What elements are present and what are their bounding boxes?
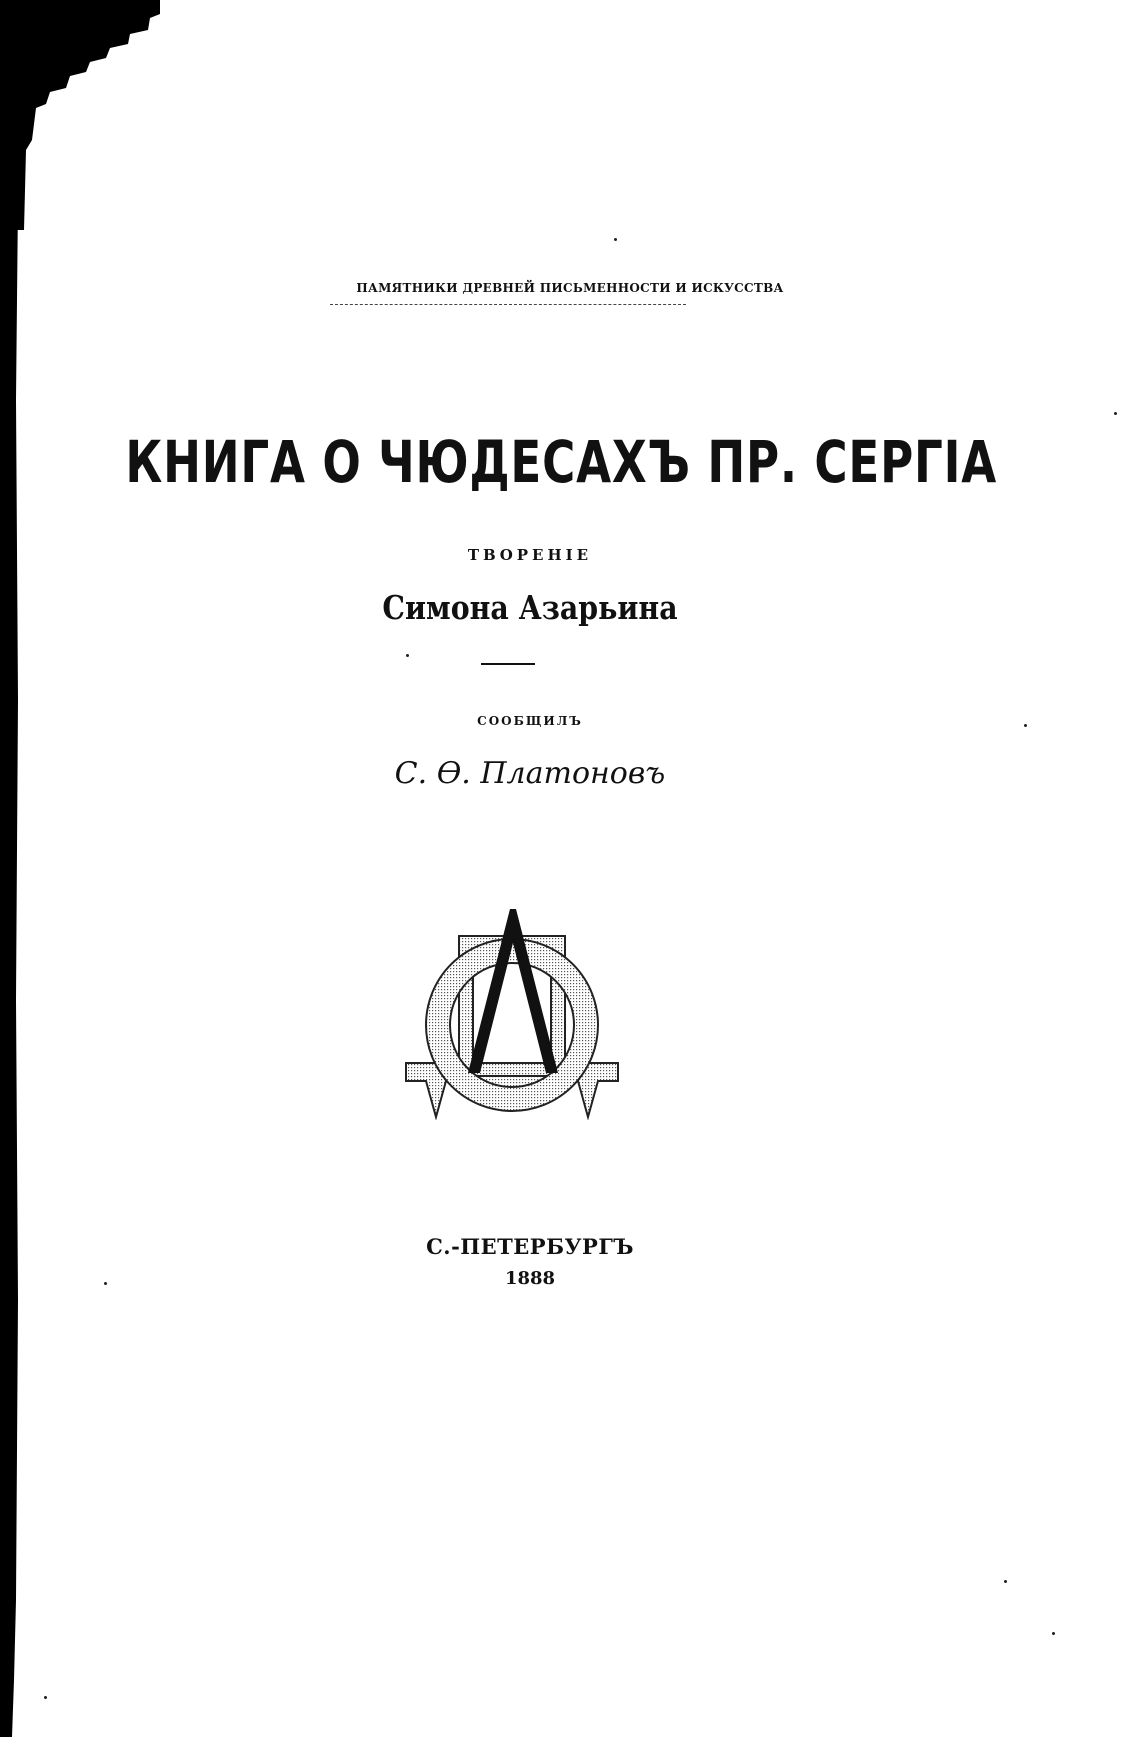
series-rule <box>330 304 686 305</box>
scan-speck <box>44 1696 47 1699</box>
editor-name: С. Ѳ. Платоновъ <box>394 756 666 791</box>
series-title: ПАМЯТНИКИ ДРЕВНЕЙ ПИСЬМЕННОСТИ И ИСКУССТВА <box>356 281 784 295</box>
scan-speck <box>1052 1632 1055 1635</box>
work-label: ТВОРЕНІЕ <box>467 546 593 564</box>
scan-speck <box>104 1282 107 1285</box>
communicated-label: СООБЩИЛЪ <box>477 714 583 728</box>
scan-edge <box>0 0 24 1737</box>
book-title: КНИГА О ЧЮДЕСАХЪ ПР. СЕРГІА <box>125 428 998 496</box>
publication-city: С.-ПЕТЕРБУРГЪ <box>426 1234 634 1259</box>
publisher-emblem-icon <box>402 905 622 1120</box>
separator-rule <box>481 663 535 665</box>
scan-speck <box>1024 724 1027 727</box>
publication-year: 1888 <box>504 1268 556 1289</box>
scan-edge-top <box>0 0 170 230</box>
scan-speck <box>1004 1580 1007 1583</box>
scan-speck <box>614 238 617 241</box>
scan-speck <box>406 654 409 657</box>
scan-speck <box>1114 412 1117 415</box>
author-name: Симона Азарьина <box>382 588 678 627</box>
